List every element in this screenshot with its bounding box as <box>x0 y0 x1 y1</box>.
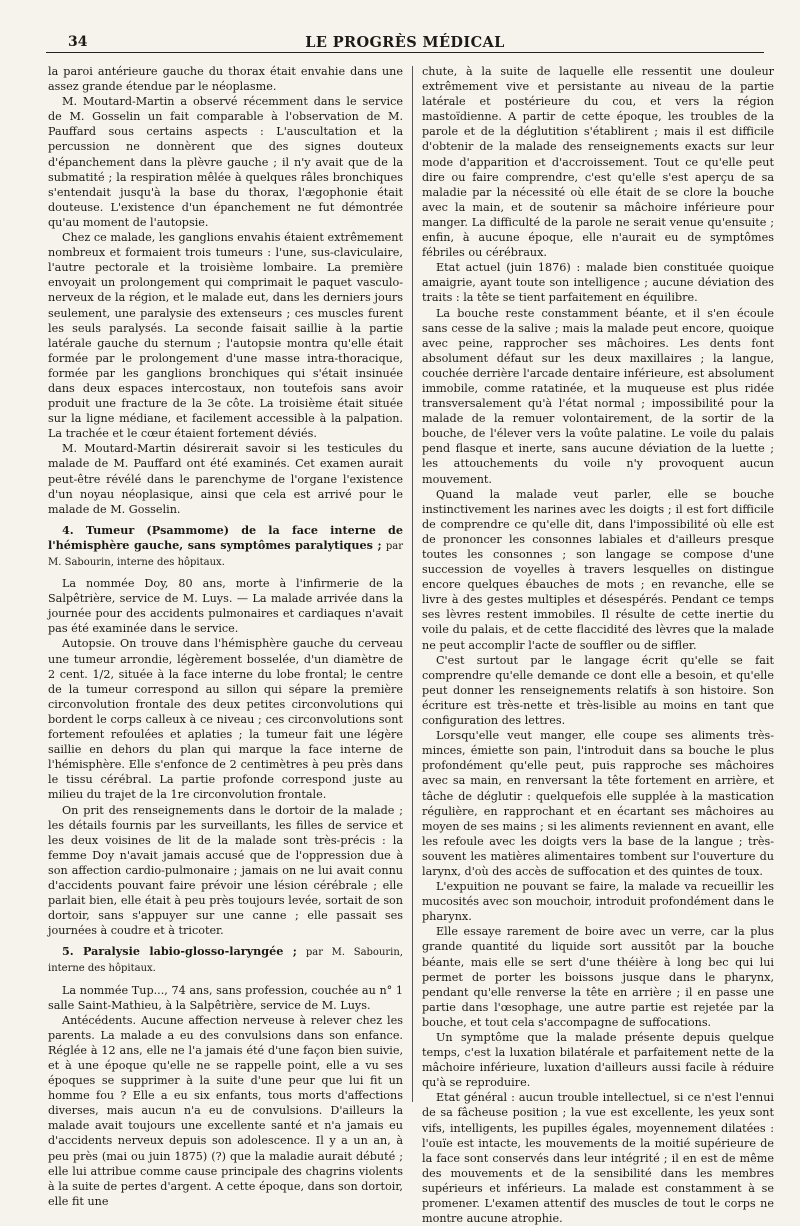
paragraph: M. Moutard-Martin désirerait savoir si les testicules du malade de M. Pauffard ont été examinés. Cet examen aurait peut-être révélé dans le parenchyme de l'organe l'existence d'un noyau néoplasique, ainsi que cela est arrivé pour le malade de M. Gosselin. <box>48 442 403 516</box>
page-number: 34 <box>68 34 88 50</box>
section-heading-5 <box>48 944 403 976</box>
paragraph: Antécédents. Aucune affection nerveuse à relever chez les parents. La malade a eu des convulsions dans son enfance. Réglée à 12 ans, elle ne l'a jamais été d'une façon bien suivie, et à une époque qu'elle ne se rappelle point, elle a vu ses époques se supprimer à la suite d'une peur que lui fit un homme fou ? Elle a eu six enfants, tous morts d'affections diverses, mais aucun n'a eu de convulsions. D'ailleurs la malade avait toujours une excellente santé et n'a jamais eu d'accidents nerveux depuis son adolescence. Il y a un an, à peu près (mai ou juin 1875) (?) que la maladie aurait débuté ; elle lui attribue comme cause principale des chagrins violents à la suite de pertes d'argent. A cette époque, dans son dortoir, elle fit une <box>48 1013 403 1208</box>
section-title: 4. Tumeur (Psammome) de la face interne de l'hémisphère gauche, sans symptômes paralytiques ; <box>48 522 403 552</box>
paragraph: L'expuition ne pouvant se faire, la malade va recueillir les mucosités avec son mouchoir, introduit profondément dans le pharynx. <box>422 880 774 924</box>
right-column <box>422 64 774 1226</box>
column-divider <box>412 66 413 1102</box>
paragraph: la paroi antérieure gauche du thorax était envahie dans une assez grande étendue par le néoplasme. <box>48 65 403 94</box>
paragraph: Un symptôme que la malade présente depuis quelque temps, c'est la luxation bilatérale et parfaitement nette de la mâchoire inférieure, luxation d'ailleurs aussi facile à réduire qu'à se reproduire. <box>422 1031 774 1090</box>
section-title: 5. Paralysie labio-glosso-laryngée ; <box>62 944 297 959</box>
section-author: par M. Sabourin, interne des hôpitaux. <box>48 540 403 568</box>
paragraph: Chez ce malade, les ganglions envahis étaient extrêmement nombreux et formaient trois tumeurs : l'une, sus-claviculaire, l'autre pectorale et la troisième lombaire. La première envoyait un prolongement qui comprimait le paquet vasculo-nerveux de la région, et le malade eut, dans les derniers jours seulement, une paralysie des extenseurs ; ces muscles furent les seuls paralysés. La seconde faisait saillie à la partie latérale gauche du sternum ; l'autopsie montra qu'elle était formée par le prolongement d'une masse intra-thoracique, formée par les ganglions bronchiques qui s'était insinuée dans deux espaces intercostaux, non toutefois sans avoir produit une fracture de la 3e côte. La troisième était située sur la ligne médiane, et facilement accessible à la palpation. La trachée et le cœur étaient fortement déviés. <box>48 231 403 441</box>
paragraph: Quand la malade veut parler, elle se bouche instinctivement les narines avec les doigts ; il est fort difficile de comprendre ce qu'elle dit, dans l'impossibilité où elle est de prononcer les consonnes labiales et d'ailleurs presque toutes les consonnes ; son langage se compose d'une succession de voyelles à travers lesquelles on distingue encore quelques ébauches de mots ; en revanche, elle se livre à des gestes multiples et désespérés. Pendant ce temps ses lèvres restent immobiles. Il résulte de cette inertie du voile du palais, et de cette flaccidité des lèvres que la malade ne peut accomplir l'acte de souffler ou de siffler. <box>422 487 774 652</box>
paragraph: C'est surtout par le langage écrit qu'elle se fait comprendre qu'elle demande ce dont elle a besoin, et qu'elle peut donner les renseignements relatifs à son histoire. Son écriture est très-nette et très-lisible au moins en tant que configuration des lettres. <box>422 653 774 728</box>
left-column <box>48 64 403 1208</box>
paragraph: Etat actuel (juin 1876) : malade bien constituée quoique amaigrie, ayant toute son intelligence ; aucune déviation des traits : la tête se tient parfaitement en équilibre. <box>422 261 774 305</box>
paragraph: M. Moutard-Martin a observé récemment dans le service de M. Gosselin un fait comparable à l'observation de M. Pauffard sous certains aspects : L'auscultation et la percussion ne donnèrent que des signes douteux d'épanchement dans la plèvre gauche ; il n'y avait que de la submatité ; la respiration mêlée à quelques râles bronchiques s'entendait jusqu'à la base du thorax, l'ægophonie était douteuse. L'existence d'un épanchement ne fut démontrée qu'au moment de l'autopsie. <box>48 95 403 229</box>
paragraph: On prit des renseignements dans le dortoir de la malade ; les détails fournis par les surveillants, les filles de service et les deux voisines de lit de la malade sont très-précis : la femme Doy n'avait jamais accusé que de l'oppression due à son affection cardio-pulmonaire ; jamais on ne lui avait connu d'accidents pouvant faire prévoir une lésion cérébrale ; elle parlait bien, elle était à peu près toujours levée, sortait de son dortoir, sans s'appuyer sur une canne ; elle passait ses journées à coudre et à tricoter. <box>48 803 403 938</box>
paragraph: Lorsqu'elle veut manger, elle coupe ses aliments très-minces, émiette son pain, l'introduit dans sa bouche le plus profondément qu'elle peut, puis rapproche ses mâchoires avec sa main, en renversant la tête fortement en arrière, et tâche de déglutir : quelquefois elle supplée à la mastication régulière, en rapprochant et en écartant ses mâchoires au moyen de ses mains ; si les aliments reviennent en avant, elle les refoule avec les doigts vers la base de la langue ; très-souvent les matières alimentaires tombent sur l'ouverture du larynx, d'où des accès de suffocation et des quintes de toux. <box>422 729 774 878</box>
paragraph: La bouche reste constamment béante, et il s'en écoule sans cesse de la salive ; mais la malade peut encore, quoique avec peine, rapprocher ses mâchoires. Les dents font absolument défaut sur les deux maxillaires ; la langue, couchée derrière l'arcade dentaire inférieure, est absolument immobile, comme ratatinée, et la muqueuse est plus ridée transversalement qu'à l'état normal ; impossibilité pour la malade de la remuer volontairement, de la sortir de la bouche, de l'élever vers la voûte palatine. Le voile du palais pend flasque et inerte, sans aucune déviation de la luette ; les attouchements du voile n'y provoquent aucun mouvement. <box>422 306 774 486</box>
paragraph: chute, à la suite de laquelle elle ressentit une douleur extrêmement vive et persistante au niveau de la partie latérale et postérieure du cou, et vers la région mastoïdienne. A partir de cette époque, les troubles de la parole et de la déglutition s'établirent ; mais il est difficile d'obtenir de la malade des renseignements exacts sur leur mode d'apparition et d'accroissement. Tout ce qu'elle peut dire ou faire comprendre, c'est qu'elle s'est aperçu de sa maladie par la nécessité où elle était de se clore la bouche avec la main, et de soutenir sa mâchoire inférieure pour manger. La difficulté de la parole ne serait venue qu'ensuite ; enfin, à aucune époque, elle n'aurait eu de symptômes fébriles ou cérébraux. <box>422 65 774 260</box>
paragraph: La nommée Tup..., 74 ans, sans profession, couchée au n° 1 salle Saint-Mathieu, à la Salpêtrière, service de M. Luys. <box>48 983 403 1012</box>
paragraph: La nommée Doy, 80 ans, morte à l'infirmerie de la Salpêtrière, service de M. Luys. — La malade arrivée dans la journée pour des accidents pulmonaires et cardiaques n'avait pas été examinée dans le service. <box>48 577 403 636</box>
paragraph: Elle essaye rarement de boire avec un verre, car la plus grande quantité du liquide sort aussitôt par la bouche béante, mais elle se sert d'une théière à long bec qui lui permet de porter les boissons jusque dans le pharynx, pendant qu'elle renverse la tête en arrière ; il en passe une partie dans l'œsophage, une autre partie est rejetée par la bouche, et tout cela s'accompagne de suffocations. <box>422 925 774 1029</box>
section-heading-4 <box>48 523 403 570</box>
journal-title: LE PROGRÈS MÉDICAL <box>305 34 505 51</box>
page-header <box>46 30 764 53</box>
paragraph: Etat général : aucun trouble intellectuel, si ce n'est l'ennui de sa fâcheuse position ; la vue est excellente, les yeux sont vifs, intelligents, les pupilles égales, moyennement dilatées : l'ouïe est intacte, les mouvements de la moitié supérieure de la face sont conservés dans leur intégrité ; il en est de même des mouvements et de la sensibilité dans les membres supérieurs et inférieurs. La malade est constamment à se promener. L'examen attentif des muscles de tout le corps ne montre aucune atrophie. <box>422 1091 774 1226</box>
paragraph: Autopsie. On trouve dans l'hémisphère gauche du cerveau une tumeur arrondie, légèrement bosselée, d'un diamètre de 2 cent. 1/2, située à la face interne du lobe frontal; le centre de la tumeur correspond au sillon qui sépare la première circonvolution frontale des deux petites circonvolutions qui bordent le corps calleux à ce niveau ; ces circonvolutions sont fortement refoulées et aplaties ; la tumeur fait une légère saillie en dehors du plan qui marque la face interne de l'hémisphère. Elle s'enfonce de 2 centimètres à peu près dans le tissu cérébral. La partie profonde correspond juste au milieu du trajet de la 1re circonvolution frontale. <box>48 637 403 802</box>
section-author: par M. Sabourin, interne des hôpitaux. <box>48 947 403 975</box>
